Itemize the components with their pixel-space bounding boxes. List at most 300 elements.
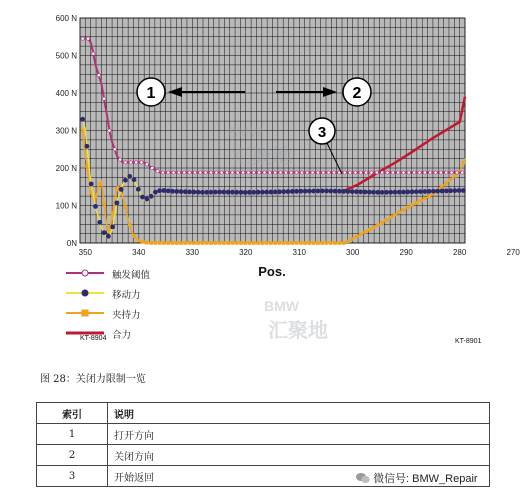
data-point-threshold: [343, 171, 346, 174]
data-point-threshold: [268, 171, 271, 174]
data-point-clamping-force: [338, 241, 342, 245]
watermark-brand-2: BMW: [264, 298, 299, 314]
data-point-threshold: [311, 171, 314, 174]
data-point-threshold: [332, 171, 335, 174]
data-point-threshold: [274, 171, 277, 174]
data-point-clamping-force: [102, 202, 106, 206]
data-point-moving-force: [140, 195, 145, 200]
data-point-threshold: [145, 163, 148, 166]
data-point-moving-force: [162, 188, 167, 193]
data-point-clamping-force: [265, 241, 269, 245]
data-point-clamping-force: [295, 241, 299, 245]
table-header-row: [37, 403, 490, 424]
data-point-moving-force: [418, 189, 423, 194]
data-point-moving-force: [393, 190, 398, 195]
data-point-threshold: [386, 171, 389, 174]
data-point-clamping-force: [325, 241, 329, 245]
wechat-watermark: [356, 470, 478, 486]
data-point-threshold: [413, 171, 416, 174]
data-point-threshold: [92, 52, 95, 55]
data-point-clamping-force: [312, 241, 316, 245]
data-point-threshold: [370, 171, 373, 174]
data-point-moving-force: [311, 189, 316, 194]
data-point-threshold: [439, 171, 442, 174]
data-point-moving-force: [136, 187, 141, 192]
data-point-clamping-force: [363, 230, 367, 234]
data-point-threshold: [204, 171, 207, 174]
watermark-name: 汇聚地: [232, 146, 292, 168]
data-point-clamping-force: [261, 241, 265, 245]
legend-label-threshold: 触发阈值: [112, 270, 151, 281]
data-point-moving-force: [303, 189, 308, 194]
data-point-clamping-force: [184, 241, 188, 245]
data-point-threshold: [279, 171, 282, 174]
data-point-clamping-force: [209, 241, 213, 245]
data-point-moving-force: [410, 189, 415, 194]
data-point-moving-force: [230, 190, 235, 195]
data-point-moving-force: [277, 189, 282, 194]
data-point-threshold: [402, 171, 405, 174]
figure-caption: 图 28：关闭力限制一览: [40, 374, 146, 385]
wechat-id-text: 微信号: BMW_Repair: [373, 473, 478, 485]
y-tick-label: 0N: [66, 239, 77, 248]
data-point-threshold: [290, 171, 293, 174]
data-point-moving-force: [380, 190, 385, 195]
data-point-moving-force: [337, 189, 342, 194]
data-point-threshold: [407, 171, 410, 174]
x-tick-label: 280: [452, 248, 467, 257]
table-row: [37, 424, 490, 445]
data-point-clamping-force: [222, 241, 226, 245]
data-point-clamping-force: [115, 188, 119, 192]
data-point-moving-force: [226, 190, 231, 195]
data-point-clamping-force: [128, 223, 132, 227]
data-point-moving-force: [221, 190, 226, 195]
data-point-clamping-force: [440, 185, 444, 189]
data-point-clamping-force: [213, 241, 217, 245]
data-point-moving-force: [196, 190, 201, 195]
data-point-moving-force: [132, 177, 137, 182]
table-header-description: 说明: [108, 403, 490, 424]
data-point-threshold: [172, 171, 175, 174]
data-point-clamping-force: [158, 241, 162, 245]
data-point-moving-force: [264, 190, 269, 195]
data-point-moving-force: [166, 188, 171, 193]
data-point-threshold: [348, 171, 351, 174]
data-point-clamping-force: [410, 203, 414, 207]
data-point-threshold: [220, 171, 223, 174]
data-point-threshold: [450, 171, 453, 174]
data-point-moving-force: [93, 204, 98, 209]
watermark-brand: BMW: [228, 124, 263, 140]
x-axis-label: Pos.: [258, 264, 286, 279]
data-point-moving-force: [384, 190, 389, 195]
data-point-clamping-force: [372, 226, 376, 230]
data-point-moving-force: [431, 189, 436, 194]
data-point-threshold: [322, 171, 325, 174]
data-point-clamping-force: [278, 241, 282, 245]
data-point-clamping-force: [415, 201, 419, 205]
data-point-threshold: [241, 171, 244, 174]
data-point-clamping-force: [188, 241, 192, 245]
data-point-moving-force: [324, 188, 329, 193]
data-point-moving-force: [414, 189, 419, 194]
data-point-clamping-force: [350, 237, 354, 241]
data-point-threshold: [397, 171, 400, 174]
x-tick-label: 350: [78, 248, 93, 257]
data-point-moving-force: [243, 190, 248, 195]
data-point-threshold: [199, 171, 202, 174]
data-point-clamping-force: [269, 241, 273, 245]
table-header-index: 索引: [37, 403, 108, 424]
data-point-clamping-force: [359, 233, 363, 237]
data-point-clamping-force: [444, 181, 448, 185]
data-point-clamping-force: [389, 216, 393, 220]
data-point-moving-force: [354, 189, 359, 194]
data-point-moving-force: [457, 188, 462, 193]
data-point-clamping-force: [419, 199, 423, 203]
table-cell-description: 打开方向: [108, 424, 490, 445]
data-point-moving-force: [144, 197, 149, 202]
data-point-moving-force: [256, 190, 261, 195]
x-tick-label: 330: [185, 248, 199, 257]
data-point-clamping-force: [376, 223, 380, 227]
y-tick-label: 400 N: [55, 89, 77, 98]
table-cell-index: 3: [37, 466, 108, 487]
data-point-threshold: [359, 171, 362, 174]
data-point-threshold: [429, 171, 432, 174]
data-point-clamping-force: [239, 241, 243, 245]
x-tick-label: 270: [506, 248, 520, 257]
y-tick-labels: [56, 14, 78, 248]
data-point-clamping-force: [243, 241, 247, 245]
data-point-threshold: [108, 129, 111, 132]
data-point-threshold: [381, 171, 384, 174]
data-point-threshold: [124, 161, 127, 164]
data-point-clamping-force: [162, 241, 166, 245]
x-tick-label: 320: [239, 248, 253, 257]
y-tick-label: 600 N: [55, 14, 77, 23]
data-point-clamping-force: [402, 208, 406, 212]
data-point-threshold: [445, 171, 448, 174]
data-point-clamping-force: [453, 174, 457, 178]
legend-label-resultant-force: 合力: [112, 330, 132, 341]
y-tick-label: 100 N: [55, 201, 77, 211]
legend-label-moving-force: 移动力: [112, 290, 141, 301]
legend-swatch-clamping-force: [66, 306, 106, 320]
data-point-threshold: [86, 37, 89, 40]
data-point-clamping-force: [320, 241, 324, 245]
data-point-clamping-force: [175, 241, 179, 245]
data-point-clamping-force: [299, 241, 303, 245]
data-point-clamping-force: [145, 241, 149, 245]
data-point-clamping-force: [406, 205, 410, 209]
data-point-moving-force: [183, 189, 188, 194]
data-point-clamping-force: [171, 241, 175, 245]
data-point-moving-force: [371, 190, 376, 195]
data-point-threshold: [188, 171, 191, 174]
data-point-moving-force: [298, 189, 303, 194]
data-point-threshold: [231, 171, 234, 174]
data-point-moving-force: [251, 190, 256, 195]
data-point-clamping-force: [367, 228, 371, 232]
data-point-moving-force: [307, 189, 312, 194]
data-point-threshold: [461, 171, 464, 174]
x-tick-label: 340: [132, 248, 146, 257]
data-point-threshold: [295, 171, 298, 174]
data-point-moving-force: [358, 189, 363, 194]
legend-item-clamping-force: [66, 306, 226, 326]
data-point-threshold: [354, 171, 357, 174]
data-point-threshold: [193, 171, 196, 174]
data-point-moving-force: [200, 190, 205, 195]
data-point-threshold: [284, 171, 287, 174]
data-point-clamping-force: [393, 213, 397, 217]
data-point-moving-force: [444, 188, 449, 193]
data-point-clamping-force: [81, 129, 85, 133]
data-point-moving-force: [286, 189, 291, 194]
data-point-moving-force: [290, 189, 295, 194]
data-point-moving-force: [85, 144, 90, 149]
data-point-moving-force: [427, 189, 432, 194]
data-point-clamping-force: [333, 241, 337, 245]
data-point-clamping-force: [282, 241, 286, 245]
data-point-moving-force: [127, 174, 132, 179]
data-point-clamping-force: [385, 218, 389, 222]
table-cell-description: 开始返回: [108, 466, 490, 487]
data-point-moving-force: [440, 189, 445, 194]
watermark-name-2: 汇聚地: [268, 320, 328, 342]
data-point-clamping-force: [132, 234, 136, 238]
watermark-bottom: [212, 298, 328, 343]
data-point-clamping-force: [342, 241, 346, 245]
data-point-moving-force: [448, 188, 453, 193]
data-point-moving-force: [157, 188, 162, 193]
data-point-moving-force: [191, 190, 196, 195]
data-point-threshold: [252, 171, 255, 174]
legend: [66, 266, 226, 346]
data-point-threshold: [300, 171, 303, 174]
data-point-threshold: [306, 171, 309, 174]
data-point-clamping-force: [136, 239, 140, 243]
data-point-moving-force: [422, 189, 427, 194]
data-point-moving-force: [452, 188, 457, 193]
data-point-threshold: [102, 97, 105, 100]
data-point-clamping-force: [286, 241, 290, 245]
data-point-threshold: [156, 170, 159, 173]
data-point-moving-force: [461, 188, 466, 193]
data-point-moving-force: [388, 190, 393, 195]
data-point-threshold: [263, 171, 266, 174]
legend-swatch-moving-force: [66, 286, 106, 300]
data-point-clamping-force: [256, 241, 260, 245]
data-point-clamping-force: [192, 241, 196, 245]
data-point-threshold: [375, 171, 378, 174]
data-point-clamping-force: [329, 241, 333, 245]
data-point-threshold: [113, 148, 116, 151]
data-point-moving-force: [341, 189, 346, 194]
data-point-threshold: [177, 171, 180, 174]
x-tick-label: 300: [346, 248, 360, 257]
data-point-threshold: [183, 171, 186, 174]
data-point-moving-force: [239, 190, 244, 195]
data-point-threshold: [97, 74, 100, 77]
data-point-moving-force: [260, 190, 265, 195]
data-point-clamping-force: [149, 241, 153, 245]
data-point-clamping-force: [218, 241, 222, 245]
data-point-clamping-force: [154, 241, 158, 245]
watermark-top: [176, 124, 292, 169]
data-point-threshold: [236, 171, 239, 174]
data-point-moving-force: [234, 190, 239, 195]
data-point-moving-force: [294, 189, 299, 194]
data-point-moving-force: [204, 190, 209, 195]
x-tick-label: 290: [399, 248, 413, 257]
data-point-clamping-force: [107, 227, 111, 231]
y-tick-label: 300 N: [55, 126, 77, 136]
table-row: [37, 445, 490, 466]
data-point-clamping-force: [226, 241, 230, 245]
data-point-threshold: [423, 171, 426, 174]
data-point-moving-force: [123, 178, 128, 183]
data-point-threshold: [364, 171, 367, 174]
data-point-clamping-force: [235, 241, 239, 245]
data-point-clamping-force: [196, 241, 200, 245]
data-point-moving-force: [363, 190, 368, 195]
data-point-clamping-force: [397, 211, 401, 215]
y-tick-label: 500 N: [55, 51, 77, 61]
data-point-clamping-force: [179, 241, 183, 245]
data-point-clamping-force: [141, 240, 145, 244]
data-point-clamping-force: [316, 241, 320, 245]
data-point-moving-force: [110, 224, 115, 229]
data-point-clamping-force: [201, 241, 205, 245]
data-point-moving-force: [333, 189, 338, 194]
data-point-clamping-force: [308, 241, 312, 245]
figure-code-left: KT-8904: [80, 335, 107, 342]
data-point-moving-force: [149, 194, 154, 199]
legend-item-threshold: [66, 266, 226, 286]
data-point-clamping-force: [124, 206, 128, 210]
data-point-clamping-force: [248, 241, 252, 245]
data-point-moving-force: [316, 189, 321, 194]
data-point-threshold: [167, 171, 170, 174]
data-point-moving-force: [187, 190, 192, 195]
data-point-moving-force: [106, 234, 111, 239]
data-point-moving-force: [375, 190, 380, 195]
data-point-moving-force: [273, 190, 278, 195]
table-cell-index: 1: [37, 424, 108, 445]
data-point-moving-force: [153, 190, 158, 195]
y-tick-label: 200 N: [55, 164, 77, 173]
data-point-clamping-force: [449, 178, 453, 182]
data-point-threshold: [215, 171, 218, 174]
data-point-moving-force: [97, 220, 102, 225]
data-point-moving-force: [247, 190, 252, 195]
data-point-clamping-force: [231, 241, 235, 245]
data-point-clamping-force: [290, 241, 294, 245]
data-point-threshold: [225, 171, 228, 174]
data-point-clamping-force: [355, 235, 359, 239]
x-tick-label: 310: [292, 248, 306, 257]
legend-label-clamping-force: 夹持力: [112, 310, 141, 321]
data-point-moving-force: [401, 190, 406, 195]
data-point-threshold: [247, 171, 250, 174]
data-point-moving-force: [102, 230, 107, 235]
data-point-threshold: [434, 171, 437, 174]
data-point-clamping-force: [427, 194, 431, 198]
data-point-moving-force: [179, 189, 184, 194]
data-point-moving-force: [170, 189, 175, 194]
data-point-moving-force: [405, 190, 410, 195]
data-point-moving-force: [217, 190, 222, 195]
data-point-clamping-force: [346, 239, 350, 243]
data-point-moving-force: [114, 200, 119, 205]
data-point-threshold: [140, 161, 143, 164]
data-point-moving-force: [281, 189, 286, 194]
data-point-threshold: [455, 171, 458, 174]
legend-swatch-threshold: [66, 266, 106, 280]
data-point-clamping-force: [380, 221, 384, 225]
data-point-moving-force: [367, 190, 372, 195]
data-point-moving-force: [80, 117, 85, 122]
table-cell-description: 关闭方向: [108, 445, 490, 466]
data-point-threshold: [418, 171, 421, 174]
data-point-moving-force: [213, 190, 218, 195]
data-point-clamping-force: [462, 161, 466, 165]
data-point-moving-force: [345, 189, 350, 194]
badge-1-label: 1: [146, 85, 156, 102]
data-point-threshold: [151, 166, 154, 169]
data-point-threshold: [327, 171, 330, 174]
x-tick-labels: [79, 248, 521, 257]
data-point-moving-force: [397, 190, 402, 195]
data-point-threshold: [161, 171, 164, 174]
data-point-threshold: [391, 171, 394, 174]
data-point-moving-force: [89, 182, 94, 187]
data-point-threshold: [258, 171, 261, 174]
data-point-threshold: [119, 158, 122, 161]
data-point-threshold: [129, 161, 132, 164]
data-point-moving-force: [209, 190, 214, 195]
figure-code-right: KT-8901: [455, 338, 482, 345]
data-point-clamping-force: [252, 241, 256, 245]
data-point-moving-force: [328, 189, 333, 194]
data-point-moving-force: [268, 190, 273, 195]
data-point-threshold: [209, 171, 212, 174]
data-point-moving-force: [174, 189, 179, 194]
data-point-clamping-force: [98, 183, 102, 187]
data-point-clamping-force: [303, 241, 307, 245]
data-point-clamping-force: [273, 241, 277, 245]
data-point-moving-force: [350, 189, 355, 194]
legend-item-moving-force: [66, 286, 226, 306]
wechat-icon: [356, 472, 370, 484]
data-point-moving-force: [320, 189, 325, 194]
data-point-clamping-force: [111, 212, 115, 216]
data-point-clamping-force: [205, 241, 209, 245]
data-point-clamping-force: [423, 197, 427, 201]
data-point-threshold: [81, 37, 84, 40]
data-point-threshold: [316, 171, 319, 174]
data-point-moving-force: [435, 189, 440, 194]
data-point-moving-force: [119, 187, 124, 192]
table-cell-index: 2: [37, 445, 108, 466]
data-point-threshold: [135, 161, 138, 164]
badge-3-label: 3: [317, 124, 327, 141]
badge-2-label: 2: [352, 85, 362, 102]
data-point-clamping-force: [166, 241, 170, 245]
